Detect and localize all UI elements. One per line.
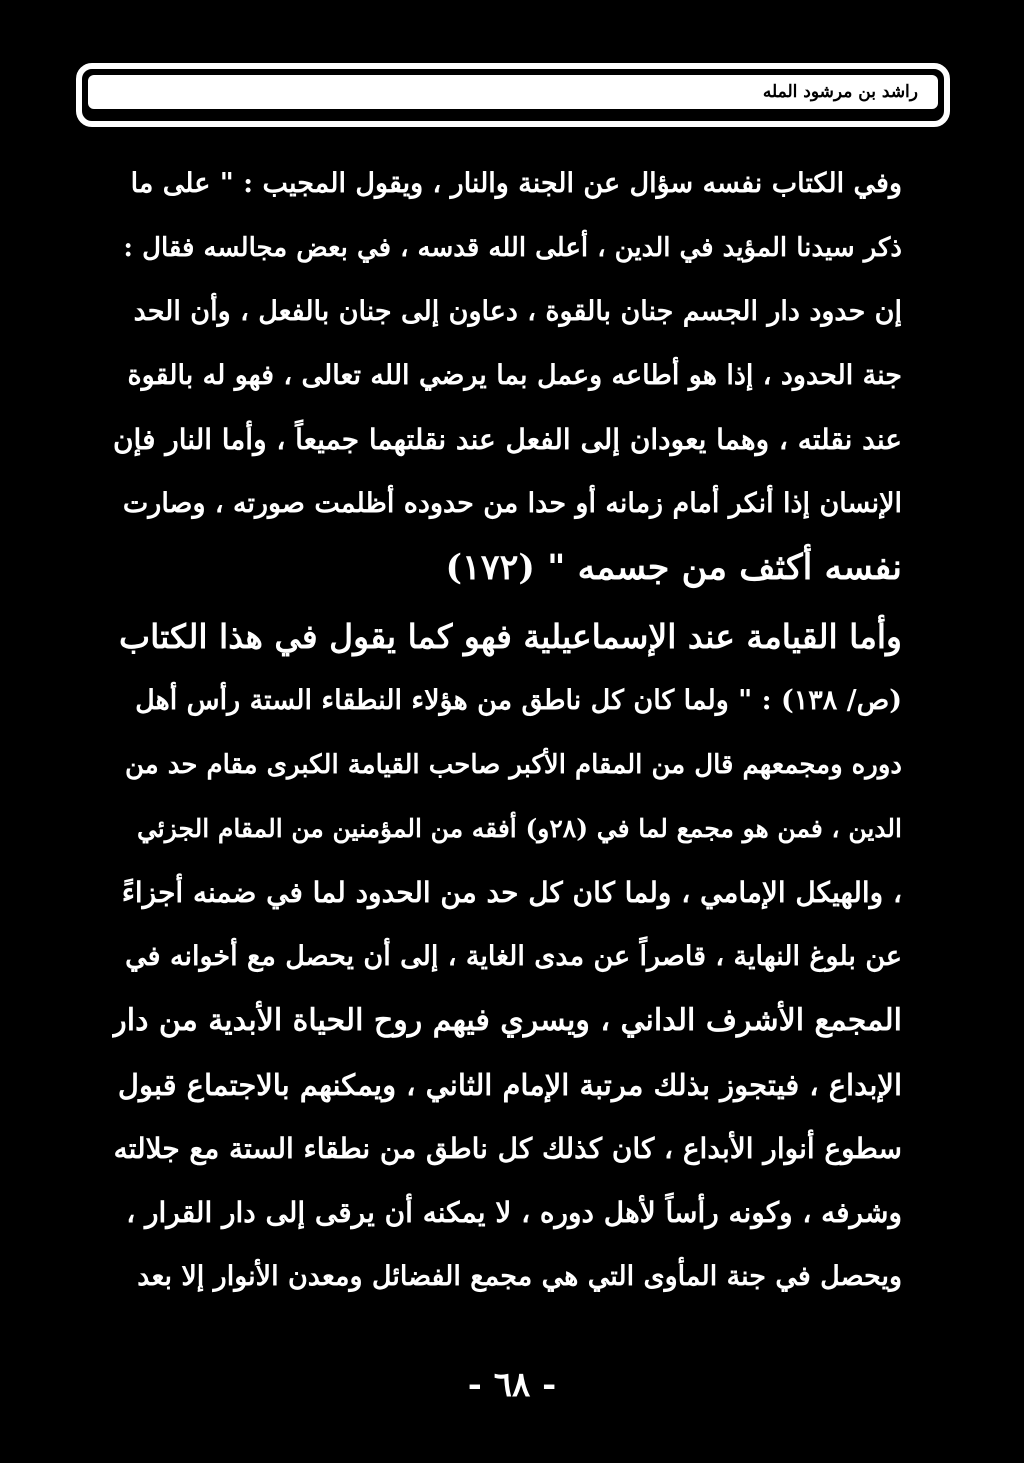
text-line: الدين ، فمن هو مجمع لما في (٢٨و) أفقه من المؤمنين من المقام الجزئي (136, 814, 902, 843)
text-line: الإبداع ، فيتجوز بذلك مرتبة الإمام الثاني ، ويمكنهم بالاجتماع قبول (117, 1068, 902, 1102)
text-line: عند نقلته ، وهما يعودان إلى الفعل عند نقلتهما جميعاً ، وأما النار فإن (112, 423, 902, 456)
text-line: إن حدود دار الجسم جنان بالقوة ، دعاون إلى جنان بالفعل ، وأن الحد (133, 296, 902, 327)
running-header-frame (76, 63, 950, 127)
text-line: وفي الكتاب نفسه سؤال عن الجنة والنار ، ويقول المجيب : " على ما (130, 168, 902, 199)
text-line: وشرفه ، وكونه رأساً لأهل دوره ، لا يمكنه أن يرقى إلى دار القرار ، (126, 1196, 902, 1229)
text-line: ذكر سيدنا المؤيد في الدين ، أعلى الله قدسه ، في بعض مجالسه فقال : (123, 233, 902, 263)
text-line: جنة الحدود ، إذا هو أطاعه وعمل بما يرضي الله تعالى ، فهو له بالقوة (127, 360, 902, 391)
text-line: عن بلوغ النهاية ، قاصراً عن مدى الغاية ، إلى أن يحصل مع أخوانه في (125, 941, 902, 972)
text-line: المجمع الأشرف الداني ، ويسري فيهم روح الحياة الأبدية من دار (112, 1003, 902, 1038)
text-line: (ص/ ١٣٨) : " ولما كان كل ناطق من هؤلاء النطقاء الستة رأس أهل (135, 685, 902, 716)
text-line: ، والهيكل الإمامي ، ولما كان كل حد من الحدود لما في ضمنه أجزاءً (121, 876, 902, 909)
text-line: وأما القيامة عند الإسماعيلية فهو كما يقول في هذا الكتاب (119, 617, 902, 656)
running-header-title: راشد بن مرشود المله (88, 75, 938, 109)
text-line: الإنسان إذا أنكر أمام زمانه أو حدا من حدوده أظلمت صورته ، وصارت (122, 488, 902, 519)
text-line: ويحصل في جنة المأوى التي هي مجمع الفضائل ومعدن الأنوار إلا بعد (137, 1261, 902, 1292)
paragraph-resurrection (112, 605, 902, 1309)
text-line: نفسه أكثف من جسمه " (١٧٢) (445, 547, 902, 588)
paragraph-paradise-hell (112, 152, 902, 600)
text-line: سطوع أنوار الأبداع ، كان كذلك كل ناطق من نطقاء الستة مع جلالته (113, 1132, 902, 1165)
page-number: - ٦٨ - (467, 1365, 557, 1405)
text-line: دوره ومجمعهم قال من المقام الأكبر صاحب القيامة الكبرى مقام حد من (124, 750, 902, 780)
